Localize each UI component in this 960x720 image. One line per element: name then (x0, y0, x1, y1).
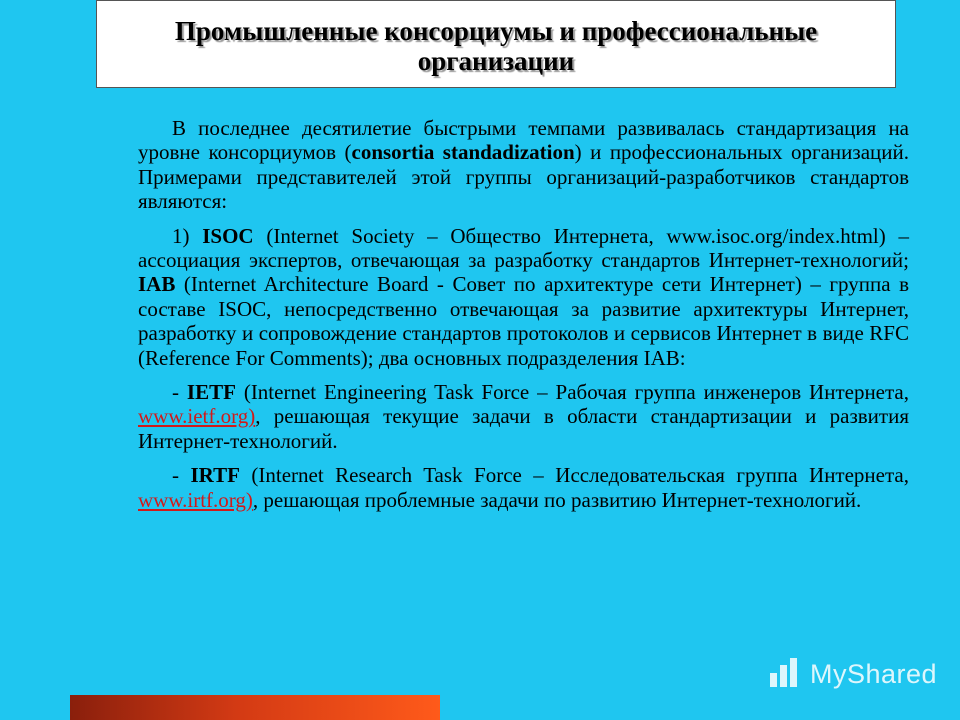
isoc-text-2: (Internet Architecture Board - Совет по архитектуре сети Интернет) – группа в составе ISOC, непосредственно отвечающая за развитие архитектуры Интернет, разработку и сопровождение стандартов протоколов и сервисов Интернет в виде RFC (Reference For Comments); два основных подразделения IAB: (138, 272, 909, 370)
irtf-dash: - (172, 463, 191, 488)
bar-chart-icon (768, 655, 804, 694)
ietf-text-2: , решающая текущие задачи в области стандартизации и развития Интернет-технологий. (138, 404, 909, 453)
decorative-bar (70, 695, 440, 720)
ietf-term: IETF (186, 380, 236, 405)
irtf-link[interactable]: www.irtf.org) (138, 487, 253, 512)
intro-text-2: ) и профессиональных организаций. Примерами представителей этой группы организаций-разработчиков стандартов являются: (138, 140, 909, 214)
isoc-term: ISOC (202, 223, 254, 248)
slide-body (138, 116, 909, 522)
ietf-text-1: (Internet Engineering Task Force – Рабочая группа инженеров Интернета, (235, 380, 910, 405)
irtf-paragraph (138, 463, 909, 512)
watermark (768, 656, 937, 692)
isoc-paragraph (138, 224, 909, 370)
irtf-text-1: (Internet Research Task Force – Исследовательская группа Интернета, (239, 463, 909, 488)
irtf-text-2: , решающая проблемные задачи по развитию Интернет-технологий. (252, 487, 862, 512)
ietf-dash: - (172, 380, 187, 405)
ietf-paragraph (138, 380, 909, 453)
iab-term: IAB (138, 272, 176, 297)
intro-text-1: В последнее десятилетие быстрыми темпами развивалась стандартизация на уровне консорциумов ( (138, 116, 909, 165)
isoc-text-1: (Internet Society – Общество Интернета, www.isoc.org/index.html) – ассоциация экспертов, отвечающая за разработку стандартов Интернет-технологий; (138, 223, 909, 273)
watermark-text: MyShared (810, 658, 938, 689)
intro-paragraph (138, 116, 909, 214)
title-box (96, 0, 896, 88)
irtf-term: IRTF (190, 463, 240, 488)
intro-term: consortia standadization (351, 140, 575, 165)
slide-title: Промышленные консорциумы и профессиональные организации (174, 16, 818, 76)
isoc-num: 1) (172, 223, 203, 248)
ietf-link[interactable]: www.ietf.org) (138, 404, 256, 429)
